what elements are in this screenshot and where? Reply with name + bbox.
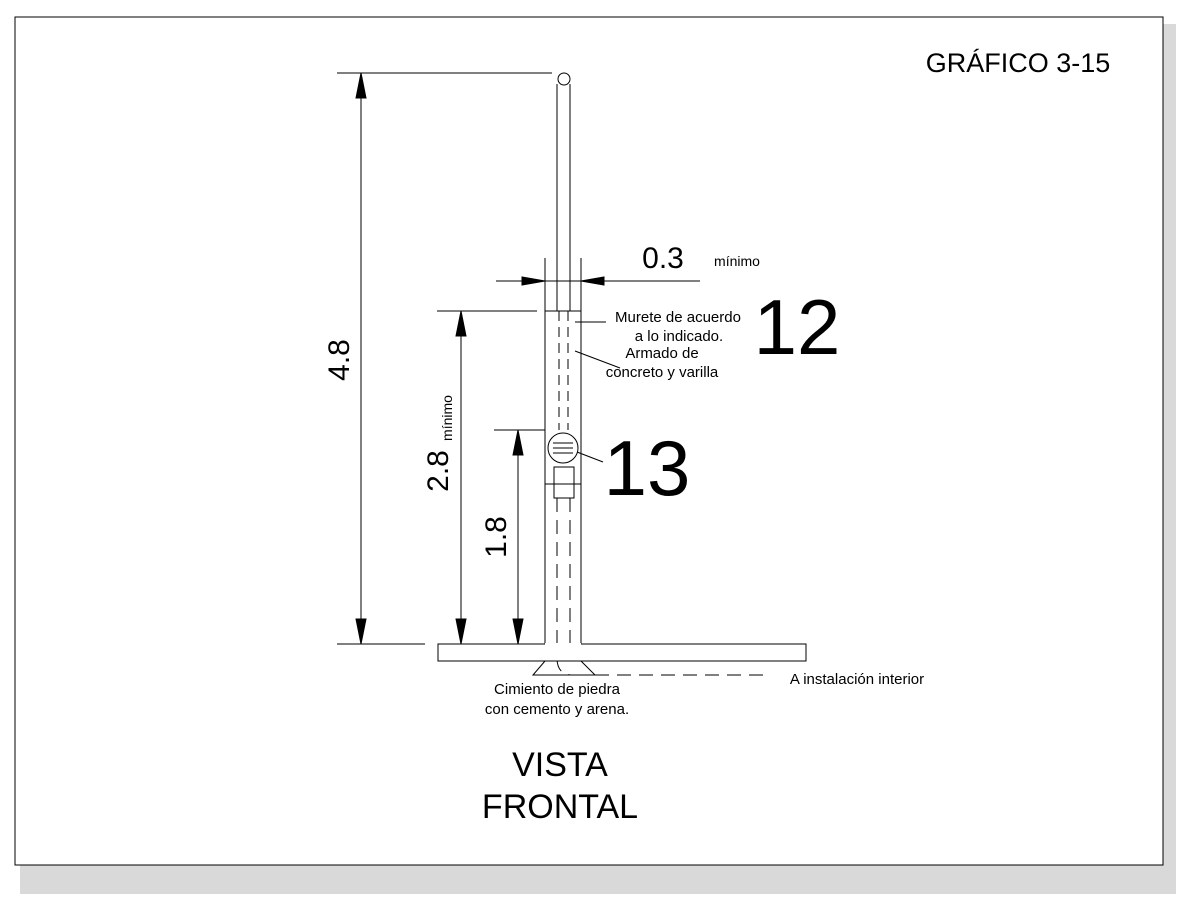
dimension-wall-width-note: mínimo (714, 253, 760, 269)
callout-13: 13 (603, 424, 691, 512)
callout-12: 12 (753, 283, 841, 371)
reinforce-label-line2: concreto y varilla (605, 364, 719, 381)
dimension-box-height-label: 1.8 (480, 516, 513, 558)
dimension-meter-height-note: mínimo (439, 395, 455, 441)
wall-label-line2: a lo indicado. (634, 328, 724, 345)
foundation-label-line1: Cimiento de piedra (494, 681, 620, 698)
wall-label-line1: Murete de acuerdo (615, 309, 741, 326)
drawing-title: GRÁFICO 3-15 (925, 48, 1111, 78)
ground-slab (438, 644, 806, 661)
view-title-line2: FRONTAL (481, 788, 639, 826)
foundation-label-line2: con cemento y arena. (484, 701, 630, 718)
view-title-line1: VISTA (512, 746, 608, 784)
dimension-total-height-label: 4.8 (323, 339, 356, 381)
interior-label: A instalación interior (789, 671, 925, 688)
reinforce-label-line1: Armado de (625, 345, 699, 362)
sheet-border (15, 17, 1163, 865)
dimension-meter-height-label: 2.8 (422, 450, 455, 492)
dimension-wall-width-label: 0.3 (642, 242, 684, 275)
